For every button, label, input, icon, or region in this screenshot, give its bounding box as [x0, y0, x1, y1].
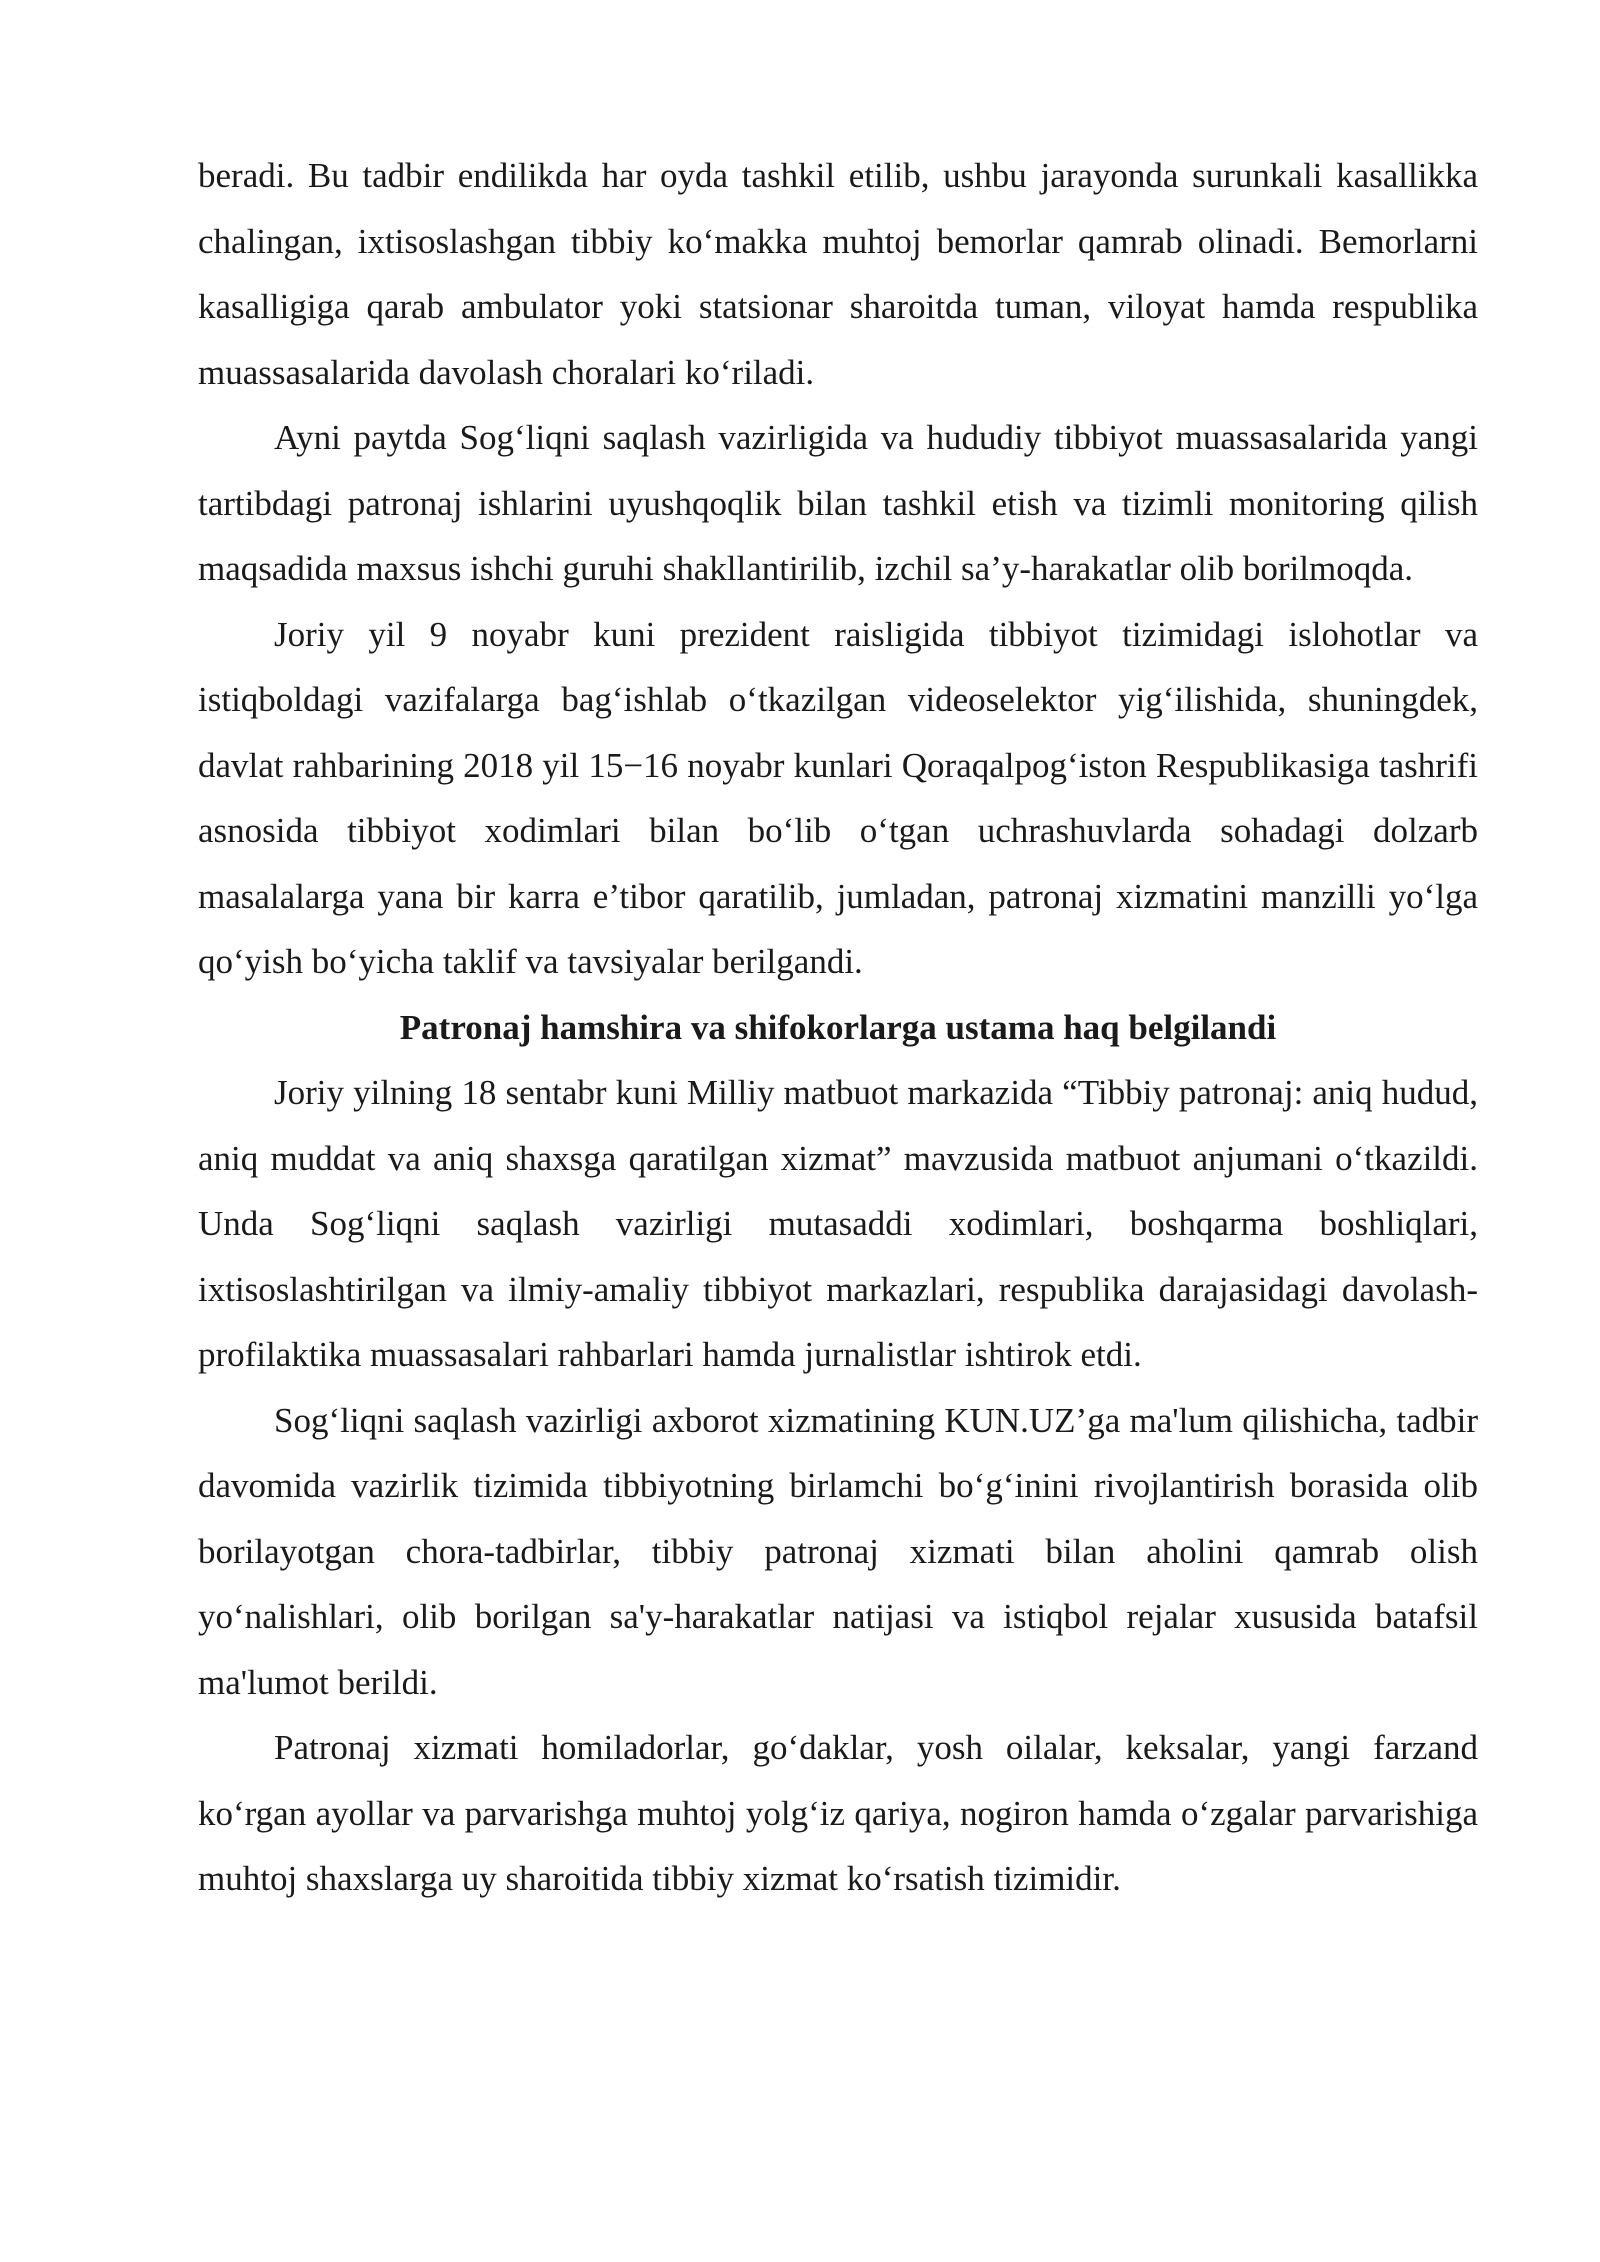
paragraph-videoselector-meeting: Joriy yil 9 noyabr kuni prezident raisligida tibbiyot tizimidagi islohotlar va istiqboldagi vazifalarga bag‘ishlab o‘tkazilgan videoselektor yig‘ilishida, shuningdek, davlat rahbarining 2018 yil 15−16 noyabr kunlari Qoraqalpog‘iston Respublikasiga tashrifi asnosida tibbiyot xodimlari bilan bo‘lib o‘tgan uchrashuvlarda sohadagi dolzarb masalalarga yana bir karra e’tibor qaratilib, jumladan, patronaj xizmatini manzilli yo‘lga qo‘yish bo‘yicha taklif va tavsiyalar berilgandi. [198, 614, 1478, 981]
paragraph-ministry-info: Sog‘liqni saqlash vazirligi axborot xizmatining KUN.UZ’ga ma'lum qilishicha, tadbir davomida vazirlik tizimida tibbiyotning birlamchi bo‘g‘inini rivojlantirish borasida olib borilayotgan chora-tadbirlar, tibbiy patronaj xizmati bilan aholini qamrab olish yo‘nalishlari, olib borilgan sa'y-harakatlar natijasi va istiqbol rejalar xususida batafsil ma'lumot berildi. [198, 1400, 1478, 1702]
paragraph-press-conference: Joriy yilning 18 sentabr kuni Milliy matbuot markazida “Tibbiy patronaj: aniq hudud, aniq muddat va aniq shaxsga qaratilgan xizmat” mavzusida matbuot anjumani o‘tkazildi. Unda Sog‘liqni saqlash vazirligi mutasaddi xodimlari, boshqarma boshliqlari, ixtisoslashtirilgan va ilmiy-amaliy tibbiyot markazlari, respublika darajasidagi davolash-profilaktika muassasalari rahbarlari hamda jurnalistlar ishtirok etdi. [198, 1073, 1478, 1374]
paragraph-continuation: beradi. Bu tadbir endilikda har oyda tashkil etilib, ushbu jarayonda surunkali kasallikka chalingan, ixtisoslashgan tibbiy ko‘makka muhtoj bemorlar qamrab olinadi. Bemorlarni kasalligiga qarab ambulator yoki statsionar sharoitda tuman, viloyat hamda respublika muassasalarida davolash choralari ko‘riladi. [198, 156, 1478, 392]
section-heading: Patronaj hamshira va shifokorlarga ustama haq belgilandi [399, 1007, 1277, 1047]
paragraph-patronage-definition: Patronaj xizmati homiladorlar, go‘daklar, yosh oilalar, keksalar, yangi farzand ko‘rgan ayollar va parvarishga muhtoj yolg‘iz qariya, nogiron hamda o‘zgalar parvarishiga muhtoj shaxslarga uy sharoitida tibbiy xizmat ko‘rsatish tizimidir. [198, 1728, 1478, 1898]
paragraph-working-group: Ayni paytda Sog‘liqni saqlash vazirligida va hududiy tibbiyot muassasalarida yangi tartibdagi patronaj ishlarini uyushqoqlik bilan tashkil etish va tizimli monitoring qilish maqsadida maxsus ishchi guruhi shakllantirilib, izchil sa’y-harakatlar olib borilmoqda. [198, 418, 1478, 588]
document-page [198, 143, 1478, 1912]
